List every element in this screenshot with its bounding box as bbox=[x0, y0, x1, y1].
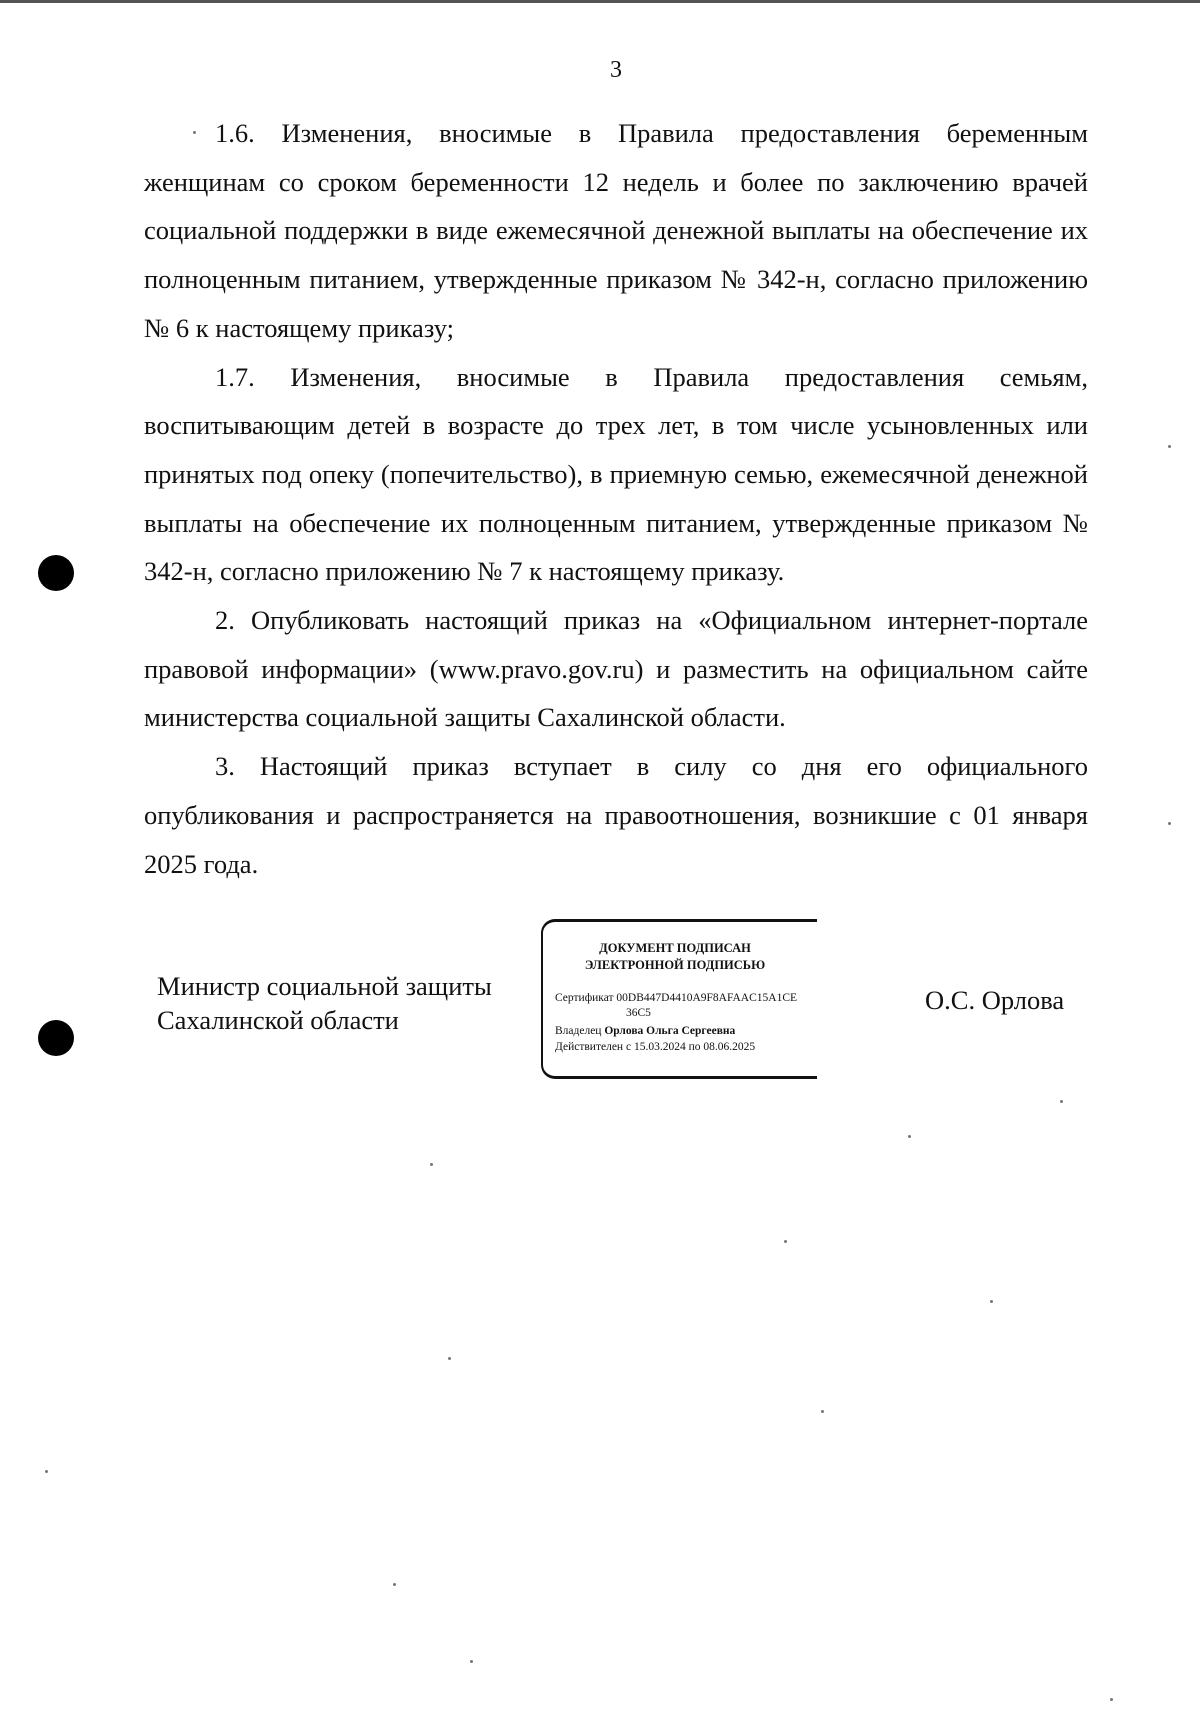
stamp-certificate bbox=[543, 991, 817, 1006]
electronic-signature-stamp bbox=[541, 919, 817, 1079]
stamp-validity: Действителен с 15.03.2024 по 08.06.2025 bbox=[555, 1041, 756, 1053]
stamp-title bbox=[543, 940, 817, 974]
stamp-title-line-1: ДОКУМЕНТ ПОДПИСАН bbox=[599, 941, 751, 955]
scan-speck bbox=[393, 1583, 396, 1586]
scan-speck bbox=[193, 131, 196, 134]
paragraph-1-6: 1.6. Изменения, вносимые в Правила предоставления беременным женщинам со сроком беременности 12 недель и более по заключению врачей социальной поддержки в виде ежемесячной денежной выплаты на обеспечение их полноценным питанием, утвержденные приказом № 342-н, согласно приложению № 6 к настоящему приказу; bbox=[144, 118, 1088, 343]
stamp-certificate-label: Сертификат bbox=[555, 992, 614, 1004]
scan-speck bbox=[908, 1135, 911, 1138]
scan-speck bbox=[1060, 1100, 1063, 1103]
punch-hole-top bbox=[38, 555, 74, 591]
scan-top-edge bbox=[0, 0, 1200, 3]
signer-name: О.С. Орлова bbox=[925, 985, 1065, 1015]
document-body bbox=[144, 109, 1088, 888]
scan-speck bbox=[821, 1410, 824, 1413]
punch-hole-bottom bbox=[38, 1020, 74, 1056]
stamp-certificate-number-continued: 36C5 bbox=[626, 1007, 651, 1019]
scan-speck bbox=[1110, 1698, 1113, 1701]
stamp-owner-name: Орлова Ольга Сергеевна bbox=[604, 1025, 736, 1037]
signatory-position bbox=[157, 969, 492, 1037]
signatory-position-line-2: Сахалинской области bbox=[157, 1005, 399, 1035]
scan-speck bbox=[430, 1163, 433, 1166]
stamp-owner-label: Владелец bbox=[555, 1025, 602, 1037]
stamp-title-line-2: ЭЛЕКТРОННОЙ ПОДПИСЬЮ bbox=[584, 958, 766, 972]
scan-speck bbox=[45, 1470, 48, 1473]
scan-speck bbox=[990, 1300, 993, 1303]
paragraph-3: 3. Настоящий приказ вступает в силу со дня его официального опубликования и распространяется на правоотношения, возникшие с 01 января 2025 года. bbox=[144, 751, 1088, 879]
signatory-position-line-1: Министр социальной защиты bbox=[157, 971, 492, 1001]
scan-speck bbox=[1168, 822, 1171, 825]
paragraph-2: 2. Опубликовать настоящий приказ на «Официальном интернет-портале правовой информации» (www.pravo.gov.ru) и разместить на официальном сайте министерства социальной защиты Сахалинской области. bbox=[144, 605, 1088, 733]
scan-speck bbox=[1168, 445, 1171, 448]
stamp-certificate-number: 00DB447D4410A9F8AFAAC15A1CE bbox=[616, 992, 798, 1004]
scan-speck bbox=[784, 1240, 787, 1243]
paragraph-1-7: 1.7. Изменения, вносимые в Правила предоставления семьям, воспитывающим детей в возрасте до трех лет, в том числе усыновленных или принятых под опеку (попечительство), в приемную семью, ежемесячной денежной выплаты на обеспечение их полноценным питанием, утвержденные приказом № 342-н, согласно приложению № 7 к настоящему приказу. bbox=[144, 361, 1088, 587]
scan-speck bbox=[448, 1357, 451, 1360]
scan-speck bbox=[470, 1660, 473, 1663]
page-number: 3 bbox=[610, 57, 622, 83]
stamp-owner bbox=[543, 1023, 817, 1039]
